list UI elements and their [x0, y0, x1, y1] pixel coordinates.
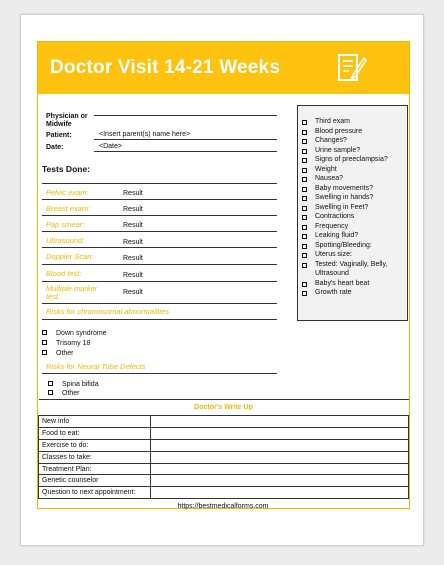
risk-item: [48, 389, 80, 398]
checkbox[interactable]: [302, 177, 307, 182]
visit-form: [37, 41, 410, 509]
writeup-field[interactable]: [151, 451, 409, 463]
writeup-label: Question to next appointment:: [39, 487, 151, 499]
divider: [42, 215, 277, 216]
checklist-label: Changes?: [315, 137, 347, 144]
divider: [42, 199, 277, 200]
writeup-table: [38, 399, 409, 499]
checklist-item[interactable]: [298, 260, 407, 270]
risk-label: Other: [62, 390, 80, 397]
test-result[interactable]: Result: [123, 190, 143, 197]
checklist-label: Weight: [315, 165, 337, 173]
table-row: [39, 463, 409, 475]
writeup-field[interactable]: [151, 427, 409, 439]
checkbox[interactable]: [302, 263, 307, 268]
checklist-label: Baby movements?: [315, 184, 373, 192]
writeup-field[interactable]: [151, 487, 409, 499]
checklist-item[interactable]: [298, 136, 407, 146]
table-row: [39, 487, 409, 499]
checkbox[interactable]: [302, 282, 307, 287]
divider: [42, 303, 277, 304]
checkbox[interactable]: [302, 291, 307, 296]
checkbox[interactable]: [48, 381, 53, 386]
writeup-label: Treatment Plan:: [39, 463, 151, 475]
risk-label: Down syndrome: [56, 330, 107, 337]
risk-label: Spina bifida: [62, 381, 99, 388]
test-name: Breast exam:: [46, 204, 91, 213]
checkbox[interactable]: [48, 390, 53, 395]
table-row: [39, 439, 409, 451]
checkbox[interactable]: [302, 158, 307, 163]
checklist-label: Swelling in Feet?: [315, 203, 369, 211]
checkbox[interactable]: [302, 168, 307, 173]
table-row: [39, 475, 409, 487]
risk-item: [42, 339, 90, 348]
checklist-label: Uterus size:: [315, 251, 352, 258]
checklist-item[interactable]: [298, 184, 407, 194]
writeup-field[interactable]: [151, 463, 409, 475]
test-name: Blood test:: [46, 269, 82, 278]
form-header: [38, 42, 409, 94]
risk-label: Trisomy 18: [56, 340, 91, 347]
test-name: Ultrasound:: [46, 236, 85, 245]
risk-item: [42, 349, 74, 358]
patient-field[interactable]: <Insert parent(s) name here>: [99, 131, 191, 138]
checklist-item[interactable]: [298, 231, 407, 241]
divider: [42, 264, 277, 265]
checkbox[interactable]: [302, 234, 307, 239]
checkbox[interactable]: [302, 215, 307, 220]
checkbox[interactable]: [302, 253, 307, 258]
writeup-label: Classes to take:: [39, 451, 151, 463]
test-result[interactable]: Result: [123, 222, 143, 229]
test-name: Pelvic exam:: [46, 188, 89, 197]
writeup-label: Genetic counselor: [39, 475, 151, 487]
writeup-label: Food to eat:: [39, 427, 151, 439]
checklist: [298, 106, 407, 298]
test-result[interactable]: Result: [123, 255, 143, 262]
checklist-label: Leaking fluid?: [315, 232, 359, 239]
risks-chromosomal-heading: Risks for chromosomal abnormalities: [46, 307, 169, 316]
checklist-item[interactable]: [298, 117, 407, 127]
checkbox[interactable]: [302, 196, 307, 201]
checklist-item[interactable]: [298, 155, 407, 165]
tests-heading: Tests Done:: [42, 164, 91, 174]
table-row: [39, 451, 409, 463]
checklist-item[interactable]: [298, 165, 407, 175]
checkbox[interactable]: [42, 330, 47, 335]
checkbox[interactable]: [302, 139, 307, 144]
checklist-label: Swelling in hands?: [315, 194, 374, 201]
physician-field[interactable]: [94, 115, 277, 116]
checklist-label: Urine sample?: [315, 146, 361, 154]
risk-label: Other: [56, 350, 74, 357]
physician-label: Physician or Midwife: [46, 113, 88, 128]
checklist-item[interactable]: [298, 127, 407, 137]
writeup-heading: Doctor's Write Up: [39, 400, 409, 416]
checklist-label: Blood pressure: [315, 127, 363, 135]
table-row: [39, 416, 409, 428]
checklist-item[interactable]: [298, 222, 407, 232]
form-page: [20, 14, 424, 546]
checkbox[interactable]: [42, 350, 47, 355]
risks-neural-heading: Risks for Neural Tube Defects: [46, 362, 146, 371]
checklist-item[interactable]: [298, 146, 407, 156]
test-result[interactable]: Result: [123, 289, 143, 296]
date-field[interactable]: <Date>: [99, 143, 122, 150]
date-label: Date:: [46, 144, 64, 151]
checklist-label: Tested: Vaginally, Belly,: [315, 260, 388, 268]
checklist-item[interactable]: [298, 193, 407, 203]
writeup-label: Exercise to do:: [39, 439, 151, 451]
test-result[interactable]: Result: [123, 239, 143, 246]
checklist-label: Growth rate: [315, 289, 352, 296]
checkbox[interactable]: [302, 149, 307, 154]
date-field-line: [94, 151, 277, 152]
checkbox[interactable]: [302, 120, 307, 125]
divider: [42, 183, 277, 184]
divider: [42, 373, 277, 374]
divider: [42, 319, 277, 320]
table-row: [39, 427, 409, 439]
divider: [42, 231, 277, 232]
checklist-label: Contractions: [315, 213, 355, 220]
checklist-item[interactable]: [298, 174, 407, 184]
test-name: Pap smear:: [46, 220, 85, 229]
writeup-field[interactable]: [151, 439, 409, 451]
checklist-item[interactable]: [298, 279, 407, 289]
writeup-label: New info: [39, 416, 151, 428]
writeup-field[interactable]: [151, 416, 409, 428]
checklist-label: Spotting/Bleeding:: [315, 241, 372, 249]
checklist-label: Frequency: [315, 222, 349, 230]
checklist-item[interactable]: [298, 288, 407, 298]
divider: [42, 247, 277, 248]
writeup-field[interactable]: [151, 475, 409, 487]
checklist-label: Signs of preeclampsia?: [315, 156, 388, 163]
clipboard-pen-icon: [334, 51, 368, 85]
checklist-label: Nausea?: [315, 175, 344, 182]
test-result[interactable]: Result: [123, 272, 143, 279]
divider: [42, 281, 277, 282]
checklist-item[interactable]: [298, 241, 407, 251]
checklist-label: Third exam: [315, 118, 351, 125]
footer-url[interactable]: https://bestmedicalforms.com: [177, 503, 269, 510]
checklist-label: Baby's heart beat: [315, 279, 370, 287]
risk-item: [48, 380, 99, 389]
test-name: Doppler Scan:: [46, 252, 94, 261]
checklist-panel: [297, 105, 408, 321]
form-title: Doctor Visit 14-21 Weeks: [50, 57, 281, 78]
checkbox[interactable]: [302, 225, 307, 230]
checklist-item[interactable]: [298, 203, 407, 213]
patient-field-line: [94, 139, 277, 140]
checkbox[interactable]: [302, 130, 307, 135]
test-result[interactable]: Result: [123, 206, 143, 213]
test-name: Multiple marker test:: [46, 284, 98, 301]
checklist-label: Ultrasound: [315, 270, 349, 277]
checklist-item[interactable]: [298, 250, 407, 260]
checklist-item[interactable]: [298, 212, 407, 222]
checkbox[interactable]: [302, 187, 307, 192]
checklist-item-continued: [298, 269, 407, 279]
patient-label: Patient:: [46, 132, 72, 139]
checkbox[interactable]: [42, 340, 47, 345]
checkbox[interactable]: [302, 206, 307, 211]
checkbox[interactable]: [302, 244, 307, 249]
risk-item: [42, 329, 107, 338]
